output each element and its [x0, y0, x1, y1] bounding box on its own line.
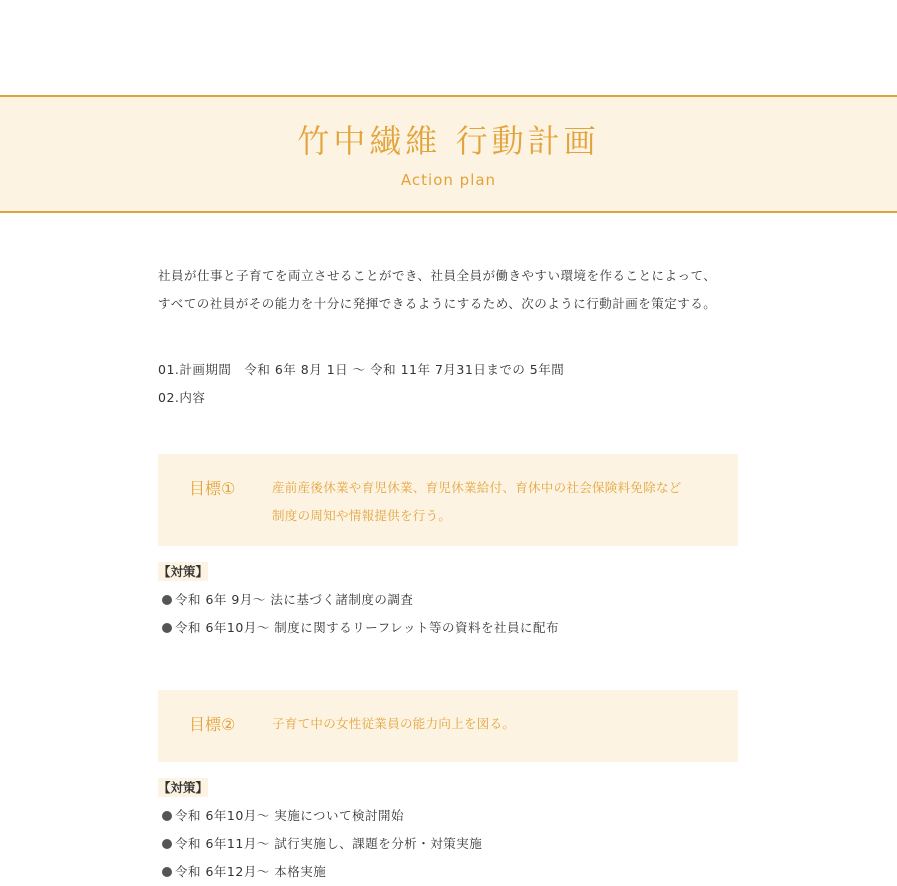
measure-text: 令和 6年 9月〜 法に基づく諸制度の調査: [175, 592, 414, 607]
plan-info: [158, 356, 748, 412]
measure-list-2: [158, 802, 748, 886]
list-item: [158, 858, 748, 886]
goal-label: 目標②: [189, 715, 236, 734]
list-item: [158, 830, 748, 858]
bullet-icon: [162, 811, 172, 821]
bullet-icon: [162, 623, 172, 633]
goal-text-line: 制度の周知や情報提供を行う。: [272, 508, 452, 523]
bullet-icon: [162, 839, 172, 849]
intro-line: すべての社員がその能力を十分に発揮できるようにするため、次のように行動計画を策定する。: [158, 296, 717, 311]
main-content: [158, 262, 748, 886]
goal-text-line: 産前産後休業や育児休業、育児休業給付、育休中の社会保険料免除など: [272, 480, 682, 495]
list-item: [158, 614, 748, 642]
intro-line: 社員が仕事と子育てを両立させることができ、社員全員が働きやすい環境を作ることによって、: [158, 268, 717, 283]
plan-period: 01.計画期間 令和 6年 8月 1日 〜 令和 11年 7月31日までの 5年間: [158, 362, 565, 377]
measures-heading: [158, 558, 748, 586]
goal-text: [272, 474, 682, 530]
measures-heading-label: 【対策】: [158, 564, 209, 579]
measure-list-1: [158, 586, 748, 642]
bullet-icon: [162, 595, 172, 605]
measure-text: 令和 6年12月〜 本格実施: [175, 864, 327, 879]
measures-heading-label: 【対策】: [158, 780, 209, 795]
plan-content-heading: 02.内容: [158, 390, 206, 405]
goal-label: 目標①: [189, 479, 236, 498]
bullet-icon: [162, 867, 172, 877]
measures-heading: [158, 774, 748, 802]
measure-text: 令和 6年11月〜 試行実施し、課題を分析・対策実施: [175, 836, 483, 851]
goal-text: [272, 710, 515, 738]
list-item: [158, 586, 748, 614]
measure-text: 令和 6年10月〜 制度に関するリーフレット等の資料を社員に配布: [175, 620, 560, 635]
goal-text-line: 子育て中の女性従業員の能力向上を図る。: [272, 716, 516, 731]
intro-paragraph: [158, 262, 748, 318]
list-item: [158, 802, 748, 830]
goal-box-1: [158, 454, 738, 546]
goal-box-2: [158, 690, 738, 762]
page-title: 竹中繊維 行動計画: [297, 122, 600, 160]
measure-text: 令和 6年10月〜 実施について検討開始: [175, 808, 405, 823]
page-subtitle: Action plan: [400, 171, 497, 189]
title-banner: [0, 95, 897, 213]
